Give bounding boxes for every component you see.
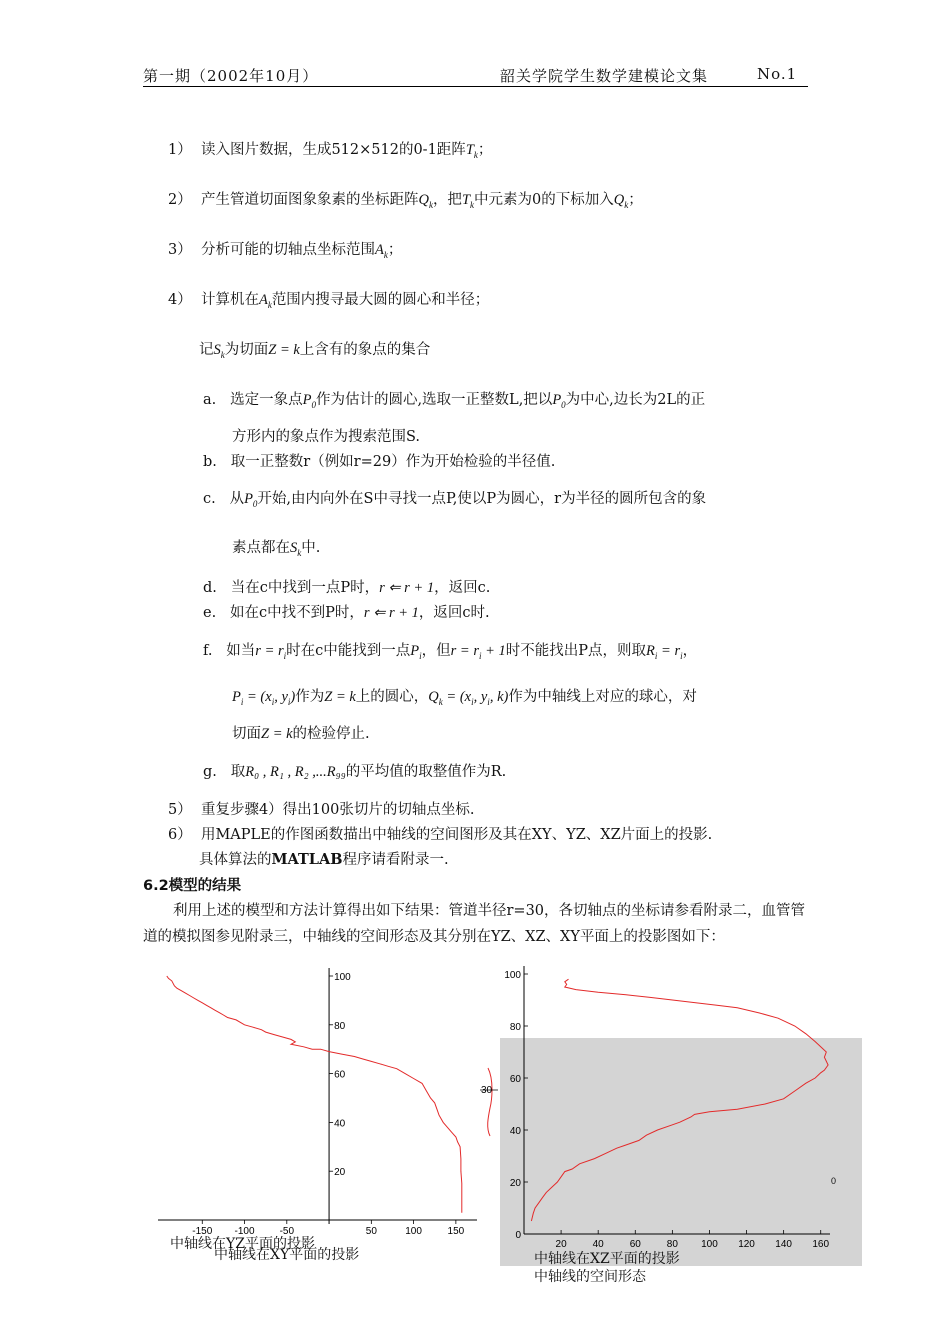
xz-x-tick-label: 80	[666, 1239, 678, 1250]
header-left: 第一期（2002年10月）	[143, 67, 319, 85]
yz-x-tick-label: -150	[192, 1226, 213, 1237]
stray-tick-0: 0	[831, 1176, 837, 1186]
set-definition: 记$S_k$为切面Z = k上含有的象点的集合	[199, 342, 431, 360]
caption-xy: 中轴线在XY平面的投影	[214, 1247, 360, 1263]
substep-f-line2: $P_i = (x_i$, $y_i$)作为Z = k上的圆心，$Q_k = (x_i$, $y_i$, k)作为中轴线上对应的球心，对	[232, 689, 697, 707]
step-3: 3） 分析可能的切轴点坐标范围$A_k$；	[168, 242, 403, 260]
header-title: 韶关学院学生数学建模论文集	[500, 67, 709, 85]
xz-y-tick-label: 40	[509, 1126, 521, 1137]
caption-yz: 中轴线在YZ平面的投影	[170, 1236, 315, 1252]
step-6: 6） 用MAPLE的作图函数描出中轴线的空间图形及其在XY、YZ、XZ片面上的投影.	[168, 827, 713, 843]
xz-y-tick-label: 60	[509, 1074, 521, 1085]
xz-y-tick-label: 80	[509, 1022, 521, 1033]
yz-y-tick-label: 80	[334, 1020, 346, 1032]
xz-series-line	[531, 979, 828, 1221]
yz-y-tick-label: 100	[334, 972, 351, 983]
substep-a-cont: 方形内的象点作为搜索范围S.	[232, 429, 421, 445]
substep-c-cont: 素点都在$S_k$中.	[232, 540, 321, 558]
substep-a: a. 选定一象点$P_0$作为估计的圆心,选取一正整数L,把以$P_0$为中心,边长为2L的正	[203, 392, 706, 410]
yz-series-line	[167, 976, 462, 1213]
results-paragraph: 利用上述的模型和方法计算得出如下结果：管道半径r=30，各切轴点的坐标请参看附录二，血管管道的模拟图参见附录三，中轴线的空间形态及其分别在YZ、XZ、XY平面上的投影图如下：	[143, 903, 806, 945]
step-4: 4） 计算机在$A_k$范围内搜寻最大圆的圆心和半径；	[168, 292, 490, 310]
substep-f-line3: 切面Z = k的检验停止.	[232, 726, 370, 742]
xz-x-tick-label: 140	[775, 1239, 792, 1250]
substep-c: c. 从$P_0$开始,由内向外在S中寻找一点P,使以P为圆心，r为半径的圆所包含的象	[203, 491, 707, 509]
space-chart-fragment	[478, 1060, 500, 1140]
xz-x-tick-label: 60	[629, 1239, 641, 1250]
yz-x-tick-label: 50	[365, 1226, 377, 1237]
xz-projection-chart	[498, 962, 838, 1252]
xz-y-tick-label: 20	[509, 1178, 521, 1189]
substep-d: d. 当在c中找到一点P时，r ⇐ r + 1，返回c.	[203, 580, 491, 596]
yz-x-tick-label: -100	[234, 1226, 255, 1237]
yz-x-tick-label: 150	[447, 1226, 465, 1237]
yz-y-tick-label: 60	[334, 1069, 346, 1081]
xz-y-tick-label: 100	[504, 970, 521, 981]
caption-space: 中轴线的空间形态	[534, 1269, 646, 1285]
substep-e: e. 如在c中找不到P时，r ⇐ r + 1，返回c时.	[203, 605, 490, 621]
section-title: 6.2模型的结果	[143, 878, 242, 894]
substep-g: g. 取R₀ , R₁ , R₂ ,...R₉₉的平均值的取整值作为R.	[203, 764, 507, 780]
xz-y-tick-label: 0	[515, 1230, 521, 1241]
xz-x-tick-label: 40	[592, 1239, 604, 1250]
yz-x-tick-label: 100	[405, 1226, 422, 1237]
xz-x-tick-label: 100	[701, 1239, 718, 1250]
appendix-note: 具体算法的MATLAB程序请看附录一.	[199, 851, 449, 868]
step-2: 2） 产生管道切面图象象素的坐标距阵$Q_k$，把$T_k$中元素为0的下标加入$Q_k$；	[168, 192, 643, 210]
substep-b: b. 取一正整数r（例如r=29）作为开始检验的半径值.	[203, 454, 556, 470]
yz-y-tick-label: 40	[334, 1118, 346, 1130]
yz-y-tick-label: 20	[334, 1167, 346, 1179]
xz-x-tick-label: 20	[555, 1239, 567, 1250]
substep-f: f. 如当$r = r_i$时在c中能找到一点$P_i$，但$r = r_i + 1$时不能找出P点，则取$R_i = r_i$，	[203, 643, 698, 661]
yz-x-tick-label: -50	[279, 1226, 295, 1237]
header-rule	[143, 86, 808, 87]
xz-x-tick-label: 120	[738, 1239, 755, 1250]
xz-x-tick-label: 160	[812, 1239, 830, 1250]
stray-tick-30: 30	[481, 1085, 493, 1096]
yz-projection-chart	[155, 968, 485, 1238]
step-5: 5） 重复步骤4）得出100张切片的切轴点坐标.	[168, 802, 475, 818]
header-issue-no: No.1	[757, 65, 798, 83]
step-1: 1） 读入图片数据，生成512×512的0-1距阵$T_k$；	[168, 142, 493, 160]
caption-xz: 中轴线在XZ平面的投影	[534, 1251, 680, 1267]
